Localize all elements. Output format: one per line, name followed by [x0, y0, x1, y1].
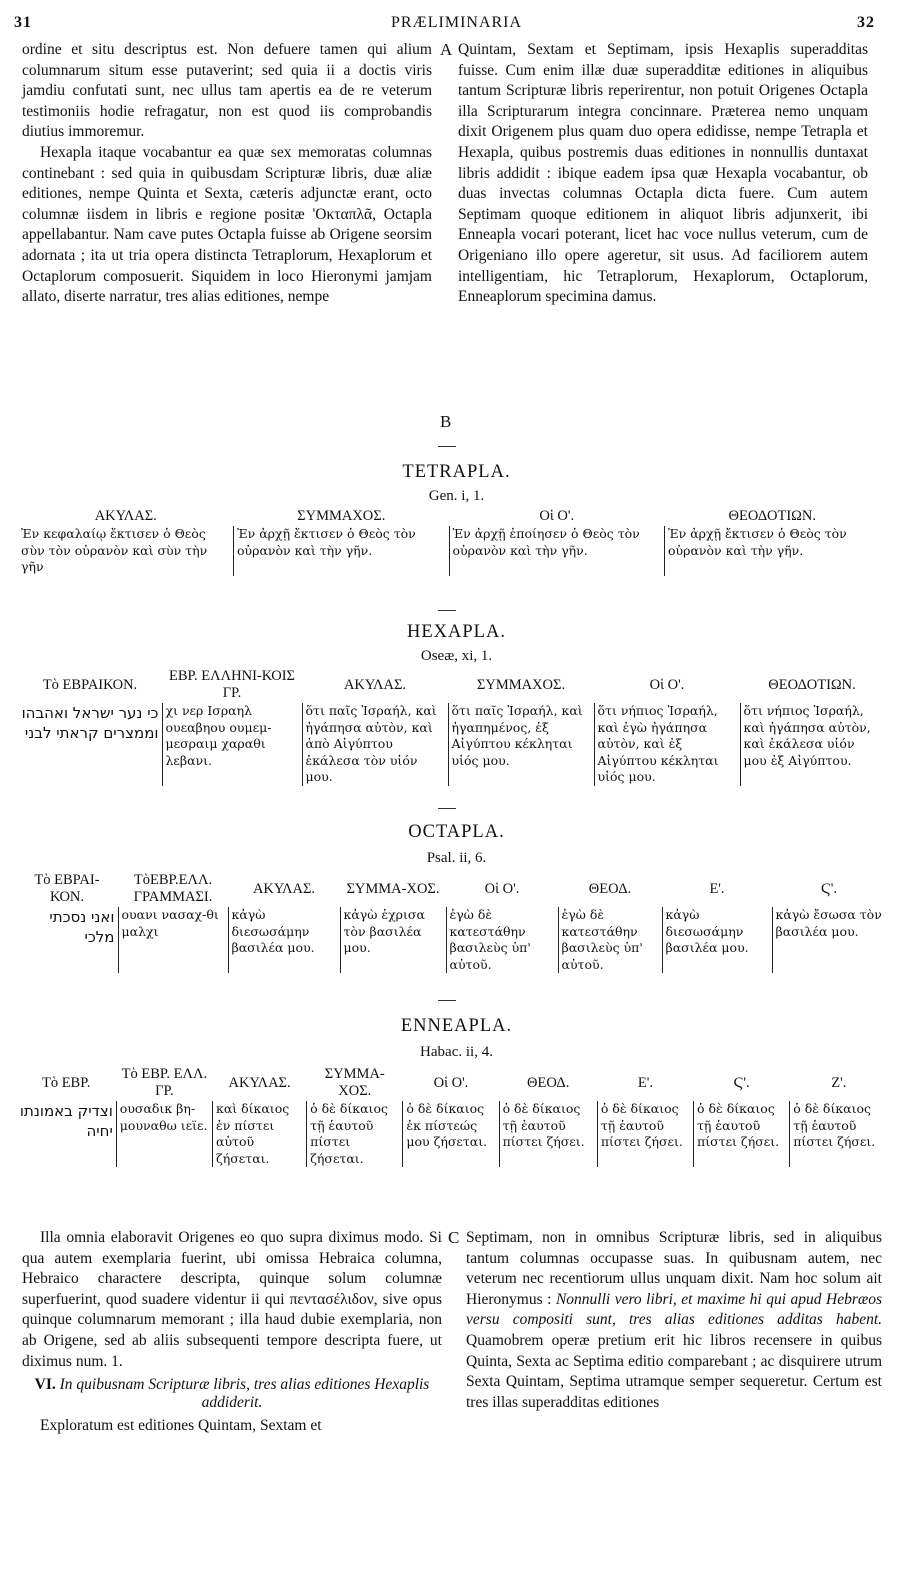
enneapla-table	[16, 1066, 888, 1167]
table-cell: καὶ δίκαιος ἐν πίστει αὐτοῦ ζήσεται.	[213, 1101, 307, 1167]
column-header: Οἱ Ο'.	[649, 676, 685, 693]
separator	[438, 446, 456, 447]
column-header: ΣΥΜΜΑΧΟΣ.	[297, 508, 386, 524]
table-cell: ואני נסכתי מלכי	[49, 908, 115, 946]
table-cell: Ἐν ἀρχῇ ἔκτισεν ὁ Θεὸς τὸν οὐρανὸν καὶ τὴν γῆν.	[665, 526, 881, 576]
separator	[438, 610, 456, 611]
column-header: ΘΕΟΔΟΤΙΩΝ.	[728, 508, 817, 524]
table-cell: ουανι νασαχ-θι μαλχι	[118, 907, 228, 973]
octapla-table	[16, 872, 886, 973]
table-cell: ὅτι νήπιος Ἰσραήλ, καὶ ἠγάπησα αὐτὸν, καὶ ἐκάλεσα υἱόν μου ἐξ Αἰγύπτου.	[740, 703, 884, 786]
section-heading	[22, 1376, 442, 1412]
octapla-title: OCTAPLA.	[408, 822, 505, 842]
hexapla-table	[18, 668, 884, 786]
bottom-right-column	[466, 1228, 882, 1413]
table-cell: ὅτι νήπιος Ἰσραήλ, καὶ ἐγὼ ἠγάπησα αὐτὸν, καὶ ἐξ Αἰγύπτου κέκληται υἱός μου.	[594, 703, 740, 786]
column-header: Ϛ'.	[821, 880, 837, 897]
table-cell: ὁ δὲ δίκαιος ἐκ πίστεώς μου ζήσεται.	[403, 1101, 499, 1167]
column-header: ΘΕΟΔ.	[526, 1074, 570, 1091]
column-header: Ε'.	[709, 880, 725, 897]
paragraph: Hexapla itaque vocabantur ea quæ sex memoratas columnas continebant : sed quia in quibusdam Scripturæ libris, duæ aliæ editiones, nempe Quinta et Sexta, cæteris adjunctæ erant, octo columnæ iisdem in libris e regione positæ 'Οκταπλᾶ, Octapla appellabantur. Nam cave putes Octapla fuisse ab Origene seorsim adornata ; ita ut tria opera distincta Tetraplorum, Hexaplorum et Octaplorum composuerit. Siquidem in loco Hieronymi jamjam allato, diserte narratur, tres alias editiones, nempe	[22, 143, 432, 306]
column-header: ΘΕΟΔ.	[588, 880, 632, 897]
text-run: Quamobrem operæ pretium erit hic libros recensere in quibus Quinta, Sexta ac Septima editio comparebant ; ac disquirere utrum Sexta Quintam, Septima utramque semper sequeretur. Certum est tres illas superadditas editiones	[466, 1331, 882, 1411]
table-cell: ἐγὼ δὲ κατεστάθην βασιλεὺς ὑπ' αὐτοῦ.	[558, 907, 662, 973]
margin-mark-b: B	[440, 412, 452, 431]
separator	[438, 1000, 456, 1001]
column-header: ΑΚΥΛΑΣ.	[252, 880, 316, 897]
bottom-left-column	[22, 1228, 442, 1437]
column-header: Οἱ Ο'.	[433, 1074, 469, 1091]
table-cell: ὁ δὲ δίκαιος τῇ ἑαυτοῦ πίστει ζήσεται.	[307, 1101, 403, 1167]
octapla-reference: Psal. ii, 6.	[426, 850, 487, 866]
table-cell: κἀγὼ ἔσωσα τὸν βασιλέα μου.	[772, 907, 886, 973]
tetrapla-reference: Gen. i, 1.	[428, 488, 485, 504]
hieronymus-quote: Nonnulli vero libri, et maxime hi qui apud Hebræos versu compositi sunt, tres alias editiones additas habent.	[466, 1290, 883, 1329]
margin-mark-c: C	[448, 1228, 460, 1247]
column-header: ΑΚΥΛΑΣ.	[228, 1074, 291, 1091]
separator	[438, 808, 456, 809]
table-cell: ὅτι παῖς Ἰσραήλ, καὶ ἠγάπησα αὐτὸν, καὶ ἀπὸ Αἰγύπτου ἐκάλεσα τὸν υἱόν μου.	[302, 703, 448, 786]
table-cell: Ἐν κεφαλαίῳ ἔκτισεν ὁ Θεὸς σὺν τὸν οὐρανὸν καὶ σὺν τὴν γῆν	[21, 526, 208, 574]
table-cell: ὅτι παῖς Ἰσραήλ, καὶ ἠγαπημένος, ἐξ Αἰγύπτου κέκληται υἱός μου.	[448, 703, 594, 786]
table-cell: ὁ δὲ δίκαιος τῇ ἑαυτοῦ πίστει ζήσει.	[694, 1101, 790, 1167]
hexapla-reference: Oseæ, xi, 1.	[420, 648, 493, 664]
column-header: Οἱ Ο'.	[539, 508, 575, 524]
margin-mark-a: A	[440, 40, 453, 59]
top-right-column	[458, 40, 868, 308]
column-header: ΣΥΜΜΑΧΟΣ.	[476, 676, 566, 693]
column-header: ΣΥΜΜΑ-ΧΟΣ.	[346, 880, 440, 897]
paragraph: Illa omnia elaboravit Origenes eo quo supra diximus modo. Si qua autem exemplaria fuerint, ubi omissa Hebraica columna, Hebraico charactere descripta, quinque solum columnæ superfuerint, quod suadere videntur ii qui πεντασέλιδον, sive opus quinque columnarum memorant ; illa haud dubie exemplaria, non ab Origene, sed ab aliis subsequenti tempore descripta fuere, ut diximus num. 1.	[22, 1229, 442, 1370]
table-cell: ουσαδικ βη-μουναθω ιεϊε.	[116, 1101, 212, 1167]
column-header: Οἱ Ο'.	[484, 880, 520, 897]
column-header: ΑΚΥΛΑΣ.	[343, 676, 407, 693]
hexapla-title: HEXAPLA.	[407, 622, 506, 642]
running-title: PRÆLIMINARIA	[390, 14, 523, 31]
left-page-number: 31	[14, 14, 32, 31]
section-heading-text: In quibusnam Scripturæ libris, tres alias editiones Hexaplis addiderit.	[59, 1376, 430, 1412]
right-page-number: 32	[857, 14, 875, 31]
table-cell: וצדיק באמונתו יחיה	[19, 1102, 113, 1140]
column-header: ΕΒΡ. ΕΛΛΗΝΙ-ΚΟΙΣ ΓΡ.	[169, 668, 295, 701]
table-cell: ὁ δὲ δίκαιος τῇ ἑαυτοῦ πίστει ζήσει.	[499, 1101, 597, 1167]
table-cell: ὁ δὲ δίκαιος τῇ ἑαυτοῦ πίστει ζήσει.	[790, 1101, 888, 1167]
column-header: Τὸ ΕΒΡ. ΕΛΛ. ΓΡ.	[121, 1066, 208, 1099]
top-left-column	[22, 40, 432, 308]
table-cell: ἐγὼ δὲ κατεστάθην βασιλεὺς ὑπ' αὐτοῦ.	[446, 907, 558, 973]
text-run: Septimam, non in omnibus Scripturæ libris, sed in aliquibus tantum columnas occupasse suas. In quibusnam autem, nec veterum nec recentiorum ullus unquam dixit. Nam hoc solum ait Hieronymus :	[466, 1229, 882, 1308]
column-header: Ε'.	[637, 1074, 653, 1091]
table-cell: ὁ δὲ δίκαιος τῇ ἑαυτοῦ πίστει ζήσει.	[597, 1101, 693, 1167]
paragraph	[466, 1228, 882, 1413]
table-cell: χι νερ Ισραηλ ουεαβηου ουμεμ-μεσραιμ χαραθι λεβανι.	[162, 703, 302, 786]
column-header: ΑΚΥΛΑΣ.	[94, 508, 157, 524]
enneapla-reference: Habac. ii, 4.	[420, 1044, 493, 1060]
paragraph: Exploratum est editiones Quintam, Sextam et	[40, 1417, 322, 1435]
table-cell: κἀγὼ διεσωσάμην βασιλέα μου.	[228, 907, 340, 973]
table-cell: כי נער ישראל ואהבהו וממצרים קראתי לבני	[21, 704, 159, 742]
column-header: ΤὸΕΒΡ.ΕΛΛ. ΓΡΑΜΜΑΣΙ.	[133, 872, 213, 905]
column-header: Ϛ'.	[733, 1074, 750, 1091]
column-header: Ζ'.	[831, 1074, 847, 1091]
table-cell: Ἐν ἀρχῇ ἐποίησεν ὁ Θεὸς τὸν οὐρανὸν καὶ τὴν γῆν.	[449, 526, 665, 576]
paragraph: ordine et situ descriptus est. Non defuere tamen qui alium columnarum situm esse putaverint; sed quia ii a doctis viris jamdiu confutati sunt, nec ullus tam apertis ea de re veterum testimoniis hodie refragatur, non est quod iis comprobandis diutius immoremur.	[22, 41, 432, 141]
paragraph: Quintam, Sextam et Septimam, ipsis Hexaplis superadditas fuisse. Cum enim illæ duæ superadditæ editiones in aliquibus tantum Scripturæ libris reperirentur, non potuit Origenes Octapla illa Scripturarum integra concinnare. Præterea nemo unquam dixit Origenem plus quam duo opera edidisse, nempe Tetrapla et Hexapla, quibus postremis duas editiones in nonnullis duntaxat libris addidit : ibique eadem ipsa quæ Hexapla vocabantur, ob duas invectas columnas Octapla dicta fuere. Cum autem Septimam quoque editionem in aliquot libris adjunxerit, ibi Enneapla vocari poterant, licet hac voce nullus veterum, cum de Origeniano illo opere ageretur, sit usus. Ad faciliorem autem intelligentiam, hic Tetraplorum, Hexaplorum, Octaplorum, Enneaplorum specimina damus.	[458, 41, 868, 306]
tetrapla-title: TETRAPLA.	[402, 462, 511, 482]
table-cell: κἀγὼ διεσωσάμην βασιλέα μου.	[662, 907, 772, 973]
enneapla-title: ENNEAPLA.	[400, 1016, 513, 1036]
column-header: ΘΕΟΔΟΤΙΩΝ.	[768, 676, 856, 693]
column-header: Τὸ ΕΒΡΑΙ-ΚΟΝ.	[34, 872, 100, 905]
table-cell: κἀγὼ ἐχρισα τὸν βασιλέα μου.	[340, 907, 446, 973]
tetrapla-table	[18, 508, 880, 576]
column-header: Τὸ ΕΒΡΑΙΚΟΝ.	[42, 676, 138, 693]
column-header: Τὸ ΕΒΡ.	[41, 1074, 91, 1091]
table-cell: Ἐν ἀρχῇ ἔκτισεν ὁ Θεὸς τὸν οὐρανὸν καὶ τὴν γῆν.	[234, 526, 450, 576]
section-number: VI.	[34, 1376, 56, 1394]
column-header: ΣΥΜΜΑ-ΧΟΣ.	[324, 1066, 385, 1099]
